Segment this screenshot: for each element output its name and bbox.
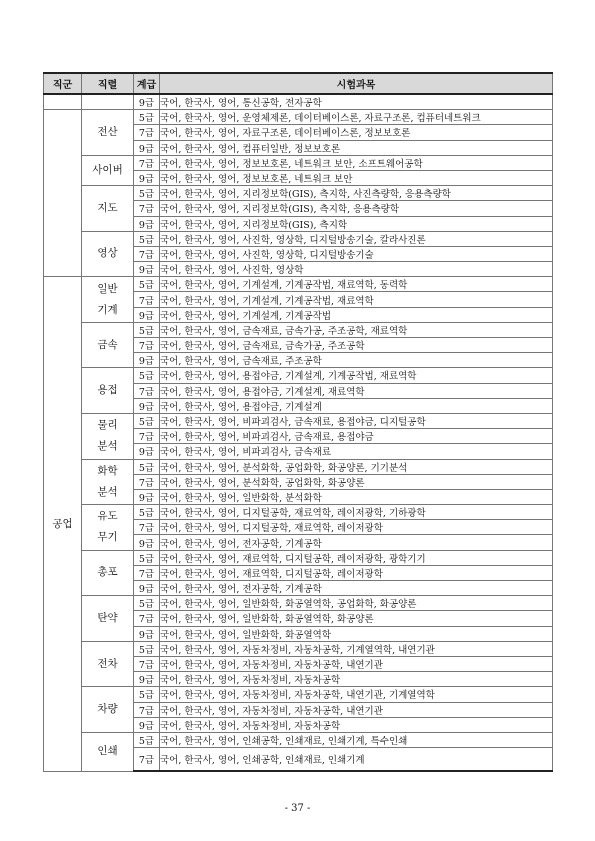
table-row [44, 110, 553, 125]
subjects-cell: 국어, 한국사, 영어, 비파괴검사, 금속재료, 용접야금 [160, 429, 553, 444]
grade-cell: 7급 [134, 429, 160, 444]
table-row [44, 505, 553, 520]
subjects-cell: 국어, 한국사, 영어, 지리정보학(GIS), 측지학, 사진측량학, 응용측량학 [160, 186, 553, 201]
subjects-cell: 국어, 한국사, 영어, 일반화학, 화공열역학, 화공양론 [160, 611, 553, 626]
subjects-cell: 국어, 한국사, 영어, 기계설계, 기계공작법, 재료역학, 동력학 [160, 277, 553, 292]
subjects-cell: 국어, 한국사, 영어, 자동차정비, 자동차공학 [160, 672, 553, 687]
grade-cell: 5급 [134, 550, 160, 565]
grade-cell: 9급 [134, 535, 160, 550]
table-row [44, 368, 553, 383]
series-cell [44, 94, 82, 110]
grade-cell: 9급 [134, 672, 160, 687]
grade-cell: 9급 [134, 216, 160, 231]
subjects-cell: 국어, 한국사, 영어, 자동차정비, 자동차공학, 기계열역학, 내연기관 [160, 641, 553, 656]
subjects-cell: 국어, 한국사, 영어, 기계설계, 기계공작법, 재료역학 [160, 292, 553, 307]
subjects-cell: 국어, 한국사, 영어, 지리정보학(GIS), 측지학 [160, 216, 553, 231]
subjects-cell: 국어, 한국사, 영어, 컴퓨터일반, 정보보호론 [160, 140, 553, 155]
table-header-row [44, 73, 553, 94]
grade-cell: 5급 [134, 322, 160, 337]
job-cell: 차량 [82, 687, 134, 733]
grade-cell: 7급 [134, 201, 160, 216]
job-cell: 영상 [82, 231, 134, 277]
table-row [44, 322, 553, 337]
job-cell: 탄약 [82, 596, 134, 642]
grade-cell: 7급 [134, 520, 160, 535]
subjects-cell: 국어, 한국사, 영어, 기계설계, 기계공작법 [160, 307, 553, 322]
grade-cell: 5급 [134, 186, 160, 201]
grade-cell: 9급 [134, 170, 160, 185]
grade-cell: 5급 [134, 368, 160, 383]
grade-cell: 9급 [134, 581, 160, 596]
subjects-cell: 국어, 한국사, 영어, 전자공학, 기계공학 [160, 581, 553, 596]
grade-cell: 9급 [134, 398, 160, 413]
grade-cell: 5급 [134, 596, 160, 611]
grade-cell: 5급 [134, 413, 160, 428]
grade-cell: 9급 [134, 353, 160, 368]
job-cell: 인쇄 [82, 732, 134, 771]
job-cell: 용접 [82, 368, 134, 414]
subjects-cell: 국어, 한국사, 영어, 전자공학, 기계공학 [160, 535, 553, 550]
job-cell [82, 94, 134, 110]
grade-cell: 5급 [134, 277, 160, 292]
grade-cell: 7급 [134, 246, 160, 261]
subjects-cell: 국어, 한국사, 영어, 금속재료, 주조공학 [160, 353, 553, 368]
subjects-cell: 국어, 한국사, 영어, 일반화학, 화공열역학 [160, 626, 553, 641]
grade-cell: 9급 [134, 140, 160, 155]
table-row [44, 459, 553, 474]
grade-cell: 5급 [134, 231, 160, 246]
grade-cell: 9급 [134, 444, 160, 459]
subjects-cell: 국어, 한국사, 영어, 용접야금, 기계설계, 기계공작법, 재료역학 [160, 368, 553, 383]
subjects-cell: 국어, 한국사, 영어, 재료역학, 디지털공학, 레이저광학, 광학기기 [160, 550, 553, 565]
table-row [44, 94, 553, 110]
subjects-cell: 국어, 한국사, 영어, 일반화학, 화공열역학, 공업화학, 화공양론 [160, 596, 553, 611]
subjects-cell: 국어, 한국사, 영어, 사진학, 영상학, 디지털방송기술, 칼라사진론 [160, 231, 553, 246]
subjects-cell: 국어, 한국사, 영어, 분석화학, 공업화학, 화공양론 [160, 474, 553, 489]
table-row [44, 732, 553, 747]
subjects-cell: 국어, 한국사, 영어, 자동차정비, 자동차공학 [160, 717, 553, 732]
subjects-cell: 국어, 한국사, 영어, 비파괴검사, 금속재료, 용접야금, 디지털공학 [160, 413, 553, 428]
subjects-cell: 국어, 한국사, 영어, 용접야금, 기계설계, 재료역학 [160, 383, 553, 398]
grade-cell: 5급 [134, 459, 160, 474]
subjects-cell: 국어, 한국사, 영어, 일반화학, 분석화학 [160, 489, 553, 504]
table-row [44, 641, 553, 656]
table-row [44, 550, 553, 565]
subjects-cell: 국어, 한국사, 영어, 정보보호론, 네트워크 보안, 소프트웨어공학 [160, 155, 553, 170]
grade-cell: 7급 [134, 656, 160, 671]
table-body [44, 94, 553, 771]
job-cell: 총포 [82, 550, 134, 596]
exam-subjects-table [43, 72, 553, 772]
subjects-cell: 국어, 한국사, 영어, 재료역학, 디지털공학, 레이저광학 [160, 565, 553, 580]
subjects-cell: 국어, 한국사, 영어, 지리정보학(GIS), 측지학, 응용측량학 [160, 201, 553, 216]
table-row [44, 596, 553, 611]
subjects-cell: 국어, 한국사, 영어, 디지털공학, 재료역학, 레이저광학, 기하광학 [160, 505, 553, 520]
job-cell: 금속 [82, 322, 134, 368]
job-cell: 전산 [82, 110, 134, 156]
grade-cell: 7급 [134, 292, 160, 307]
table-row [44, 413, 553, 428]
grade-cell: 5급 [134, 641, 160, 656]
subjects-cell: 국어, 한국사, 영어, 통신공학, 전자공학 [160, 94, 553, 110]
grade-cell: 7급 [134, 474, 160, 489]
subjects-cell: 국어, 한국사, 영어, 디지털공학, 재료역학, 레이저광학 [160, 520, 553, 535]
job-cell: 유도 무기 [82, 505, 134, 551]
grade-cell: 9급 [134, 307, 160, 322]
grade-cell: 7급 [134, 125, 160, 140]
grade-cell: 7급 [134, 338, 160, 353]
table-row [44, 186, 553, 201]
subjects-cell: 국어, 한국사, 영어, 비파괴검사, 금속재료 [160, 444, 553, 459]
grade-cell: 7급 [134, 565, 160, 580]
grade-cell: 5급 [134, 110, 160, 125]
grade-cell: 9급 [134, 489, 160, 504]
table-row [44, 277, 553, 292]
header-subjects: 시험과목 [160, 73, 553, 94]
subjects-cell: 국어, 한국사, 영어, 자동차정비, 자동차공학, 내연기관, 기계열역학 [160, 687, 553, 702]
grade-cell: 9급 [134, 94, 160, 110]
grade-cell: 7급 [134, 611, 160, 626]
job-cell: 지도 [82, 186, 134, 232]
header-job: 직렬 [82, 73, 134, 94]
subjects-cell: 국어, 한국사, 영어, 금속재료, 금속가공, 주조공학 [160, 338, 553, 353]
table-row [44, 155, 553, 170]
grade-cell: 9급 [134, 717, 160, 732]
subjects-cell: 국어, 한국사, 영어, 인쇄공학, 인쇄재료, 인쇄기계 [160, 748, 553, 772]
series-cell: 공업 [44, 277, 82, 771]
series-cell [44, 110, 82, 277]
grade-cell: 5급 [134, 732, 160, 747]
subjects-cell: 국어, 한국사, 영어, 자동차정비, 자동차공학, 내연기관 [160, 702, 553, 717]
grade-cell: 7급 [134, 155, 160, 170]
subjects-cell: 국어, 한국사, 영어, 정보보호론, 네트워크 보안 [160, 170, 553, 185]
job-cell: 화학 분석 [82, 459, 134, 505]
job-cell: 사이버 [82, 155, 134, 185]
subjects-cell: 국어, 한국사, 영어, 분석화학, 공업화학, 화공양론, 기기분석 [160, 459, 553, 474]
subjects-cell: 국어, 한국사, 영어, 인쇄공학, 인쇄재료, 인쇄기계, 특수인쇄 [160, 732, 553, 747]
job-cell: 물리 분석 [82, 413, 134, 459]
header-grade: 계급 [134, 73, 160, 94]
subjects-cell: 국어, 한국사, 영어, 사진학, 영상학 [160, 262, 553, 277]
subjects-cell: 국어, 한국사, 영어, 자료구조론, 데이터베이스론, 정보보호론 [160, 125, 553, 140]
grade-cell: 9급 [134, 262, 160, 277]
job-cell: 전차 [82, 641, 134, 687]
page-number: - 37 - [284, 803, 311, 814]
subjects-cell: 국어, 한국사, 영어, 운영체제론, 데이터베이스론, 자료구조론, 컴퓨터네트워크 [160, 110, 553, 125]
job-cell: 일반 기계 [82, 277, 134, 323]
header-series: 직군 [44, 73, 82, 94]
subjects-cell: 국어, 한국사, 영어, 용접야금, 기계설계 [160, 398, 553, 413]
grade-cell: 7급 [134, 383, 160, 398]
grade-cell: 5급 [134, 505, 160, 520]
table-row [44, 687, 553, 702]
grade-cell: 9급 [134, 626, 160, 641]
subjects-cell: 국어, 한국사, 영어, 자동차정비, 자동차공학, 내연기관 [160, 656, 553, 671]
grade-cell: 7급 [134, 748, 160, 772]
subjects-cell: 국어, 한국사, 영어, 금속재료, 금속가공, 주조공학, 재료역학 [160, 322, 553, 337]
grade-cell: 7급 [134, 702, 160, 717]
subjects-cell: 국어, 한국사, 영어, 사진학, 영상학, 디지털방송기술 [160, 246, 553, 261]
grade-cell: 5급 [134, 687, 160, 702]
table-row [44, 231, 553, 246]
